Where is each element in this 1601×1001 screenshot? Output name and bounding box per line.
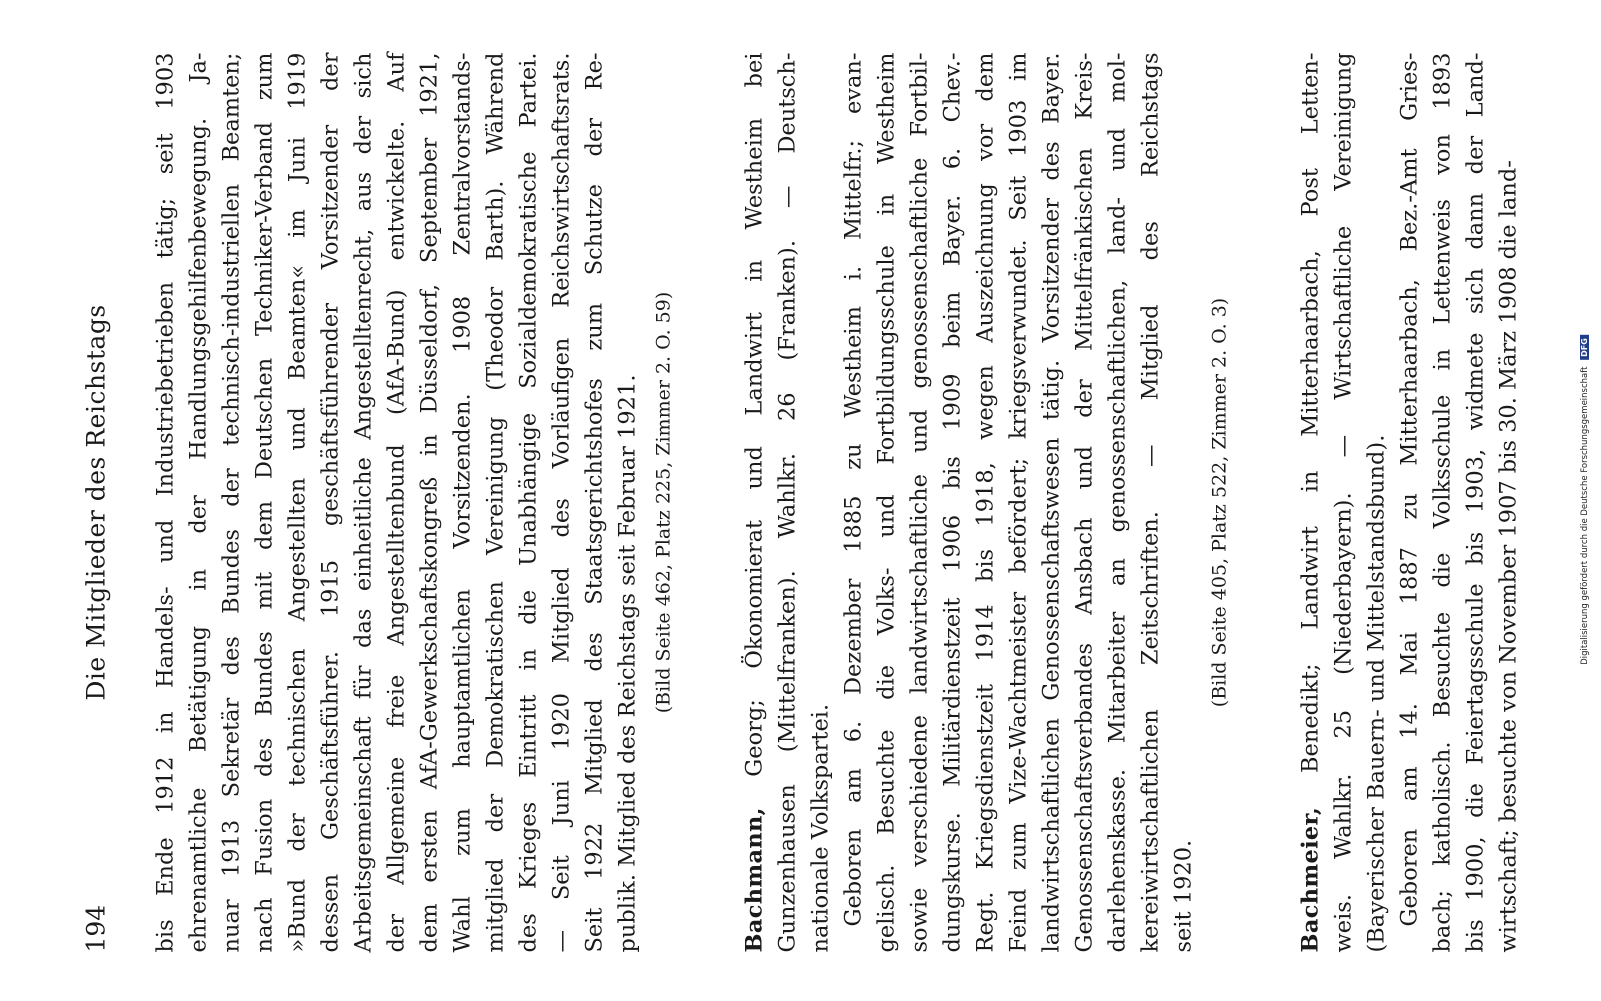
dfg-logo: DFG [1580,335,1589,360]
page-header [82,53,118,953]
entry-continuation-caption: (Bild Seite 462, Platz 225, Zimmer 2. O. 59) [652,291,675,714]
text-line: mitglied der Demokratischen Vereinigung (Theodor Barth). Während [482,52,509,953]
text-line: dem ersten AfA-Gewerkschaftskongreß in Düsseldorf, September 1921, [416,52,443,953]
text-line: der Allgemeine freie Angestelltenbund (AfA-Bund) entwickelte. Auf [383,52,410,953]
text-line: — Seit Juni 1920 Mitglied des Vorläufigen Reichswirtschaftsrats. [548,52,575,953]
text-line [772,53,805,953]
text-line: Geboren am 6. Dezember 1885 zu Westheim i. Mittelfr.; evan- [840,52,867,927]
text-line: wirtschaft; besuchte von November 1907 bis 30. März 1908 die land- [1495,160,1522,953]
text-line: gelisch. Besuchte die Volks- und Fortbildungsschule in Westheim [873,52,900,953]
text-line: nach Fusion des Bundes mit dem Deutschen Techniker-Verband zum [251,52,278,953]
heading-text: weis. Wahlkr. 25 (Niederbayern). — Wirtschaftliche Vereinigung [1330,52,1357,953]
member-name: Bachmeier, [1297,806,1324,953]
text-line: »Bund der technischen Angestellten und Beamten« im Juni 1919 [284,52,311,953]
text-line: Genossenschaftsverbandes Ansbach und der Mittelfränkischen Kreis- [1071,52,1098,953]
text-line: Arbeitsgemeinschaft für das einheitliche Angestelltenrecht, aus der sich [350,52,377,953]
heading-text: Benedikt; Landwirt in Mitterhaarbach, Post Letten- [1297,52,1324,807]
heading-text: Georg; Ökonomierat und Landwirt in Westheim bei [741,52,768,808]
page-body [150,53,1526,953]
entry-continuation-text [150,53,645,953]
heading-text: nationale Volkspartei. [807,703,834,953]
text-line [805,53,838,953]
entry-bachmann-heading [739,53,838,953]
running-head: Die Mitglieder des Reichstags [81,304,111,701]
text-line [1328,53,1361,953]
text-line: nuar 1913 Sekretär des Bundes der technisch-industriellen Beamten; [218,52,245,953]
text-line: dungskurse. Militärdienstzeit 1906 bis 1909 beim Bayer. 6. Chev.- [939,52,966,953]
text-line: Geboren am 14. Mai 1887 zu Mitterhaarbach, Bez.-Amt Gries- [1396,52,1423,927]
text-line: Regt. Kriegsdienstzeit 1914 bis 1918, wegen Auszeichnung vor dem [972,52,999,953]
text-line [1295,53,1328,953]
text-line: publik. Mitglied des Reichstags seit Februar 1921. [614,374,641,953]
page-number: 194 [81,904,111,953]
entry-bachmann-caption: (Bild Seite 405, Platz 522, Zimmer 2. O. 3) [1208,297,1231,708]
text-line: Seit 1922 Mitglied des Staatsgerichtshofes zum Schutze der Re- [581,52,608,953]
text-line [739,53,772,953]
text-line: des Krieges Eintritt in die Unabhängige Sozialdemokratische Partei. [515,52,542,953]
text-line: bis 1900, die Feiertagsschule bis 1903, widmete sich dann der Land- [1462,52,1489,953]
text-line: seit 1920. [1170,839,1197,953]
text-line: bach; katholisch. Besuchte die Volksschule in Lettenweis von 1893 [1429,52,1456,953]
dfg-funding-text: Digitalisierung gefördert durch die Deutsche Forschungsgemeinschaft [1580,366,1590,665]
heading-text: Gunzenhausen (Mittelfranken). Wahlkr. 26 (Franken). — Deutsch- [774,52,801,953]
heading-text: (Bayerischer Bauern- und Mittelstandsbund). [1363,434,1390,953]
text-line: dessen Geschäftsführer. 1915 geschäftsführender Vorsitzender der [317,52,344,953]
text-line: sowie verschiedene landwirtschaftliche und genossenschaftliche Fortbil- [906,52,933,953]
text-line: Feind zum Vize-Wachtmeister befördert; kriegsverwundet. Seit 1903 im [1005,52,1032,953]
entry-bachmeier-biography [1394,53,1526,953]
text-line: landwirtschaftlichen Genossenschaftswesen tätig. Vorsitzender des Bayer. [1038,52,1065,953]
rotated-document-page [0,1,1601,1001]
member-name: Bachmann, [741,807,768,953]
dfg-funding-note [1580,335,1590,665]
text-line [1361,53,1394,953]
entry-bachmann-biography [838,53,1201,953]
text-line: Wahl zum hauptamtlichen Vorsitzenden. 1908 Zentralvorstands- [449,52,476,953]
entry-bachmeier-heading [1295,53,1394,953]
text-line: darlehenskasse. Mitarbeiter an genossenschaftlichen, land- und mol- [1104,52,1131,953]
text-line: bis Ende 1912 in Handels- und Industriebetrieben tätig; seit 1903 [152,52,179,953]
text-line: ehrenamtliche Betätigung in der Handlungsgehilfenbewegung. Ja- [185,52,212,953]
text-line: kereiwirtschaftlichen Zeitschriften. — Mitglied des Reichstags [1137,52,1164,953]
